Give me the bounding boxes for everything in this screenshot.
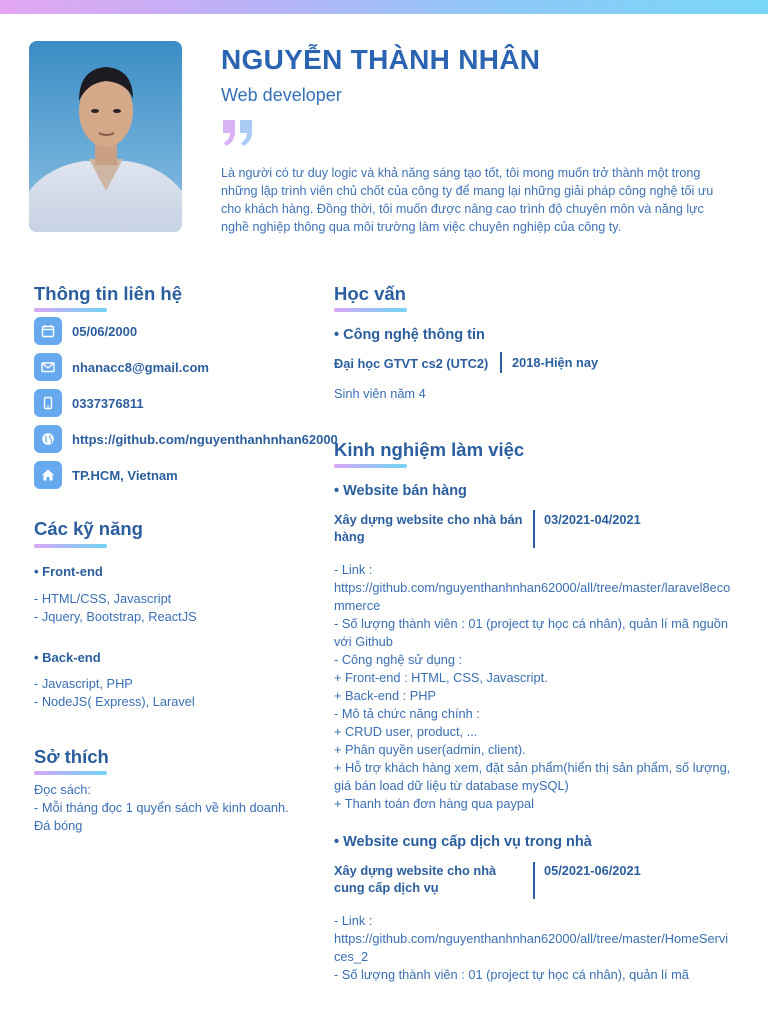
- skill-group-backend: • Back-end: [34, 650, 101, 665]
- education-note: Sinh viên năm 4: [334, 386, 426, 401]
- education-school: Đại học GTVT cs2 (UTC2): [334, 356, 489, 371]
- project-line: + Hỗ trợ khách hàng xem, đặt sản phẩm(hiển thị sản phẩm, số lượng, giá bán load dữ liệu từ database mySQL): [334, 760, 731, 793]
- contact-phone: [34, 389, 144, 417]
- top-gradient-bar: [0, 0, 768, 14]
- project-summary: Xây dựng website cho nhà cung cấp dịch vụ: [334, 863, 497, 895]
- github-link[interactable]: https://github.com/nguyenthanhnhan62000: [72, 431, 338, 447]
- project-line: - Số lượng thành viên : 01 (project tự học cá nhân), quản lí mã nguồn với Github: [334, 616, 729, 649]
- project-line: + Phân quyền user(admin, client).: [334, 742, 526, 757]
- project-line: + Front-end : HTML, CSS, Javascript.: [334, 670, 548, 685]
- contact-section-title: Thông tin liên hệ: [34, 283, 182, 304]
- project-name: Website bán hàng: [343, 483, 467, 499]
- contact-location: [34, 461, 178, 489]
- project-title: • Website cung cấp dịch vụ trong nhà: [334, 834, 592, 850]
- skill-group-frontend: • Front-end: [34, 564, 103, 579]
- backend-skill-line: - Javascript, PHP: [34, 676, 133, 691]
- quote-icon: [221, 118, 255, 148]
- frontend-skill-list: [34, 590, 197, 626]
- backend-skill-line: - NodeJS( Express), Laravel: [34, 694, 195, 709]
- birthday-text: 05/06/2000: [72, 323, 138, 339]
- candidate-role: Web developer: [221, 85, 342, 105]
- project-line: + Back-end : PHP: [334, 688, 437, 703]
- project-line: - Mô tả chức năng chính :: [334, 706, 480, 721]
- project-line: - Số lượng thành viên : 01 (project tự học cá nhân), quản lí mã: [334, 967, 689, 982]
- email-text[interactable]: nhanacc8@gmail.com: [72, 359, 209, 375]
- project-divider: [533, 510, 535, 548]
- hobby-line: Đọc sách:: [34, 782, 91, 797]
- education-period: 2018-Hiện nay: [512, 355, 599, 370]
- project-link[interactable]: https://github.com/nguyenthanhnhan62000/all/tree/master/HomeServices_2: [334, 931, 729, 964]
- location-text: TP.HCM, Vietnam: [72, 467, 178, 483]
- hobbies-title-underline: [34, 771, 107, 775]
- contact-title-underline: [34, 308, 107, 312]
- mail-icon: [34, 353, 62, 381]
- experience-section-title: Kinh nghiệm làm việc: [334, 439, 525, 460]
- profile-photo: [29, 41, 182, 232]
- phone-text: 0337376811: [72, 395, 144, 411]
- education-title-underline: [334, 308, 407, 312]
- education-section-title: Học vấn: [334, 283, 406, 304]
- project-description: [334, 912, 734, 984]
- project-line: + CRUD user, product, ...: [334, 724, 478, 739]
- globe-icon: [34, 425, 62, 453]
- project-line: - Công nghệ sử dụng :: [334, 652, 463, 667]
- home-icon: [34, 461, 62, 489]
- project-period: 03/2021-04/2021: [544, 512, 641, 527]
- hobbies-section-title: Sở thích: [34, 746, 109, 767]
- education-divider: [500, 352, 502, 373]
- contact-birthday: [34, 317, 137, 345]
- project-link[interactable]: https://github.com/nguyenthanhnhan62000/all/tree/master/laravel8ecommerce: [334, 580, 731, 613]
- project-line: + Thanh toán đơn hàng qua paypal: [334, 796, 534, 811]
- skills-section-title: Các kỹ năng: [34, 518, 143, 539]
- education-major: • Công nghệ thông tin: [334, 327, 485, 343]
- project-period: 05/2021-06/2021: [544, 863, 641, 878]
- hobby-line: Đá bóng: [34, 818, 83, 833]
- frontend-skill-line: - HTML/CSS, Javascript: [34, 591, 172, 606]
- backend-title: Back-end: [42, 650, 101, 665]
- phone-icon: [34, 389, 62, 417]
- project-line: - Link :: [334, 562, 373, 577]
- experience-title-underline: [334, 464, 407, 468]
- contact-github[interactable]: [34, 425, 338, 453]
- hobby-line: - Mỗi tháng đọc 1 quyển sách về kinh doanh.: [34, 800, 289, 815]
- calendar-icon: [34, 317, 62, 345]
- project-title: • Website bán hàng: [334, 483, 467, 499]
- skills-title-underline: [34, 544, 107, 548]
- backend-skill-list: [34, 675, 195, 711]
- project-summary: Xây dựng website cho nhà bán hàng: [334, 512, 523, 544]
- education-major-text: Công nghệ thông tin: [343, 327, 485, 343]
- intro-paragraph: Là người có tư duy logic và khả năng sáng tạo tốt, tôi mong muốn trở thành một trong những lập trình viên chủ chốt của công ty để mang lại những giải pháp công nghệ tối ưu cho khách hàng. Đồng thời, tôi muốn được nâng cao trình độ chuyên môn và năng lực nghề nghiệp thông qua môi trường làm việc chuyên nghiệp của công ty.: [221, 166, 714, 234]
- project-line: - Link :: [334, 913, 373, 928]
- project-description: [334, 561, 734, 813]
- contact-email[interactable]: [34, 353, 209, 381]
- candidate-name: NGUYỄN THÀNH NHÂN: [221, 44, 541, 75]
- project-name: Website cung cấp dịch vụ trong nhà: [343, 834, 592, 850]
- project-divider: [533, 862, 535, 899]
- frontend-skill-line: - Jquery, Bootstrap, ReactJS: [34, 609, 197, 624]
- hobbies-list: [34, 781, 289, 835]
- frontend-title: Front-end: [42, 564, 103, 579]
